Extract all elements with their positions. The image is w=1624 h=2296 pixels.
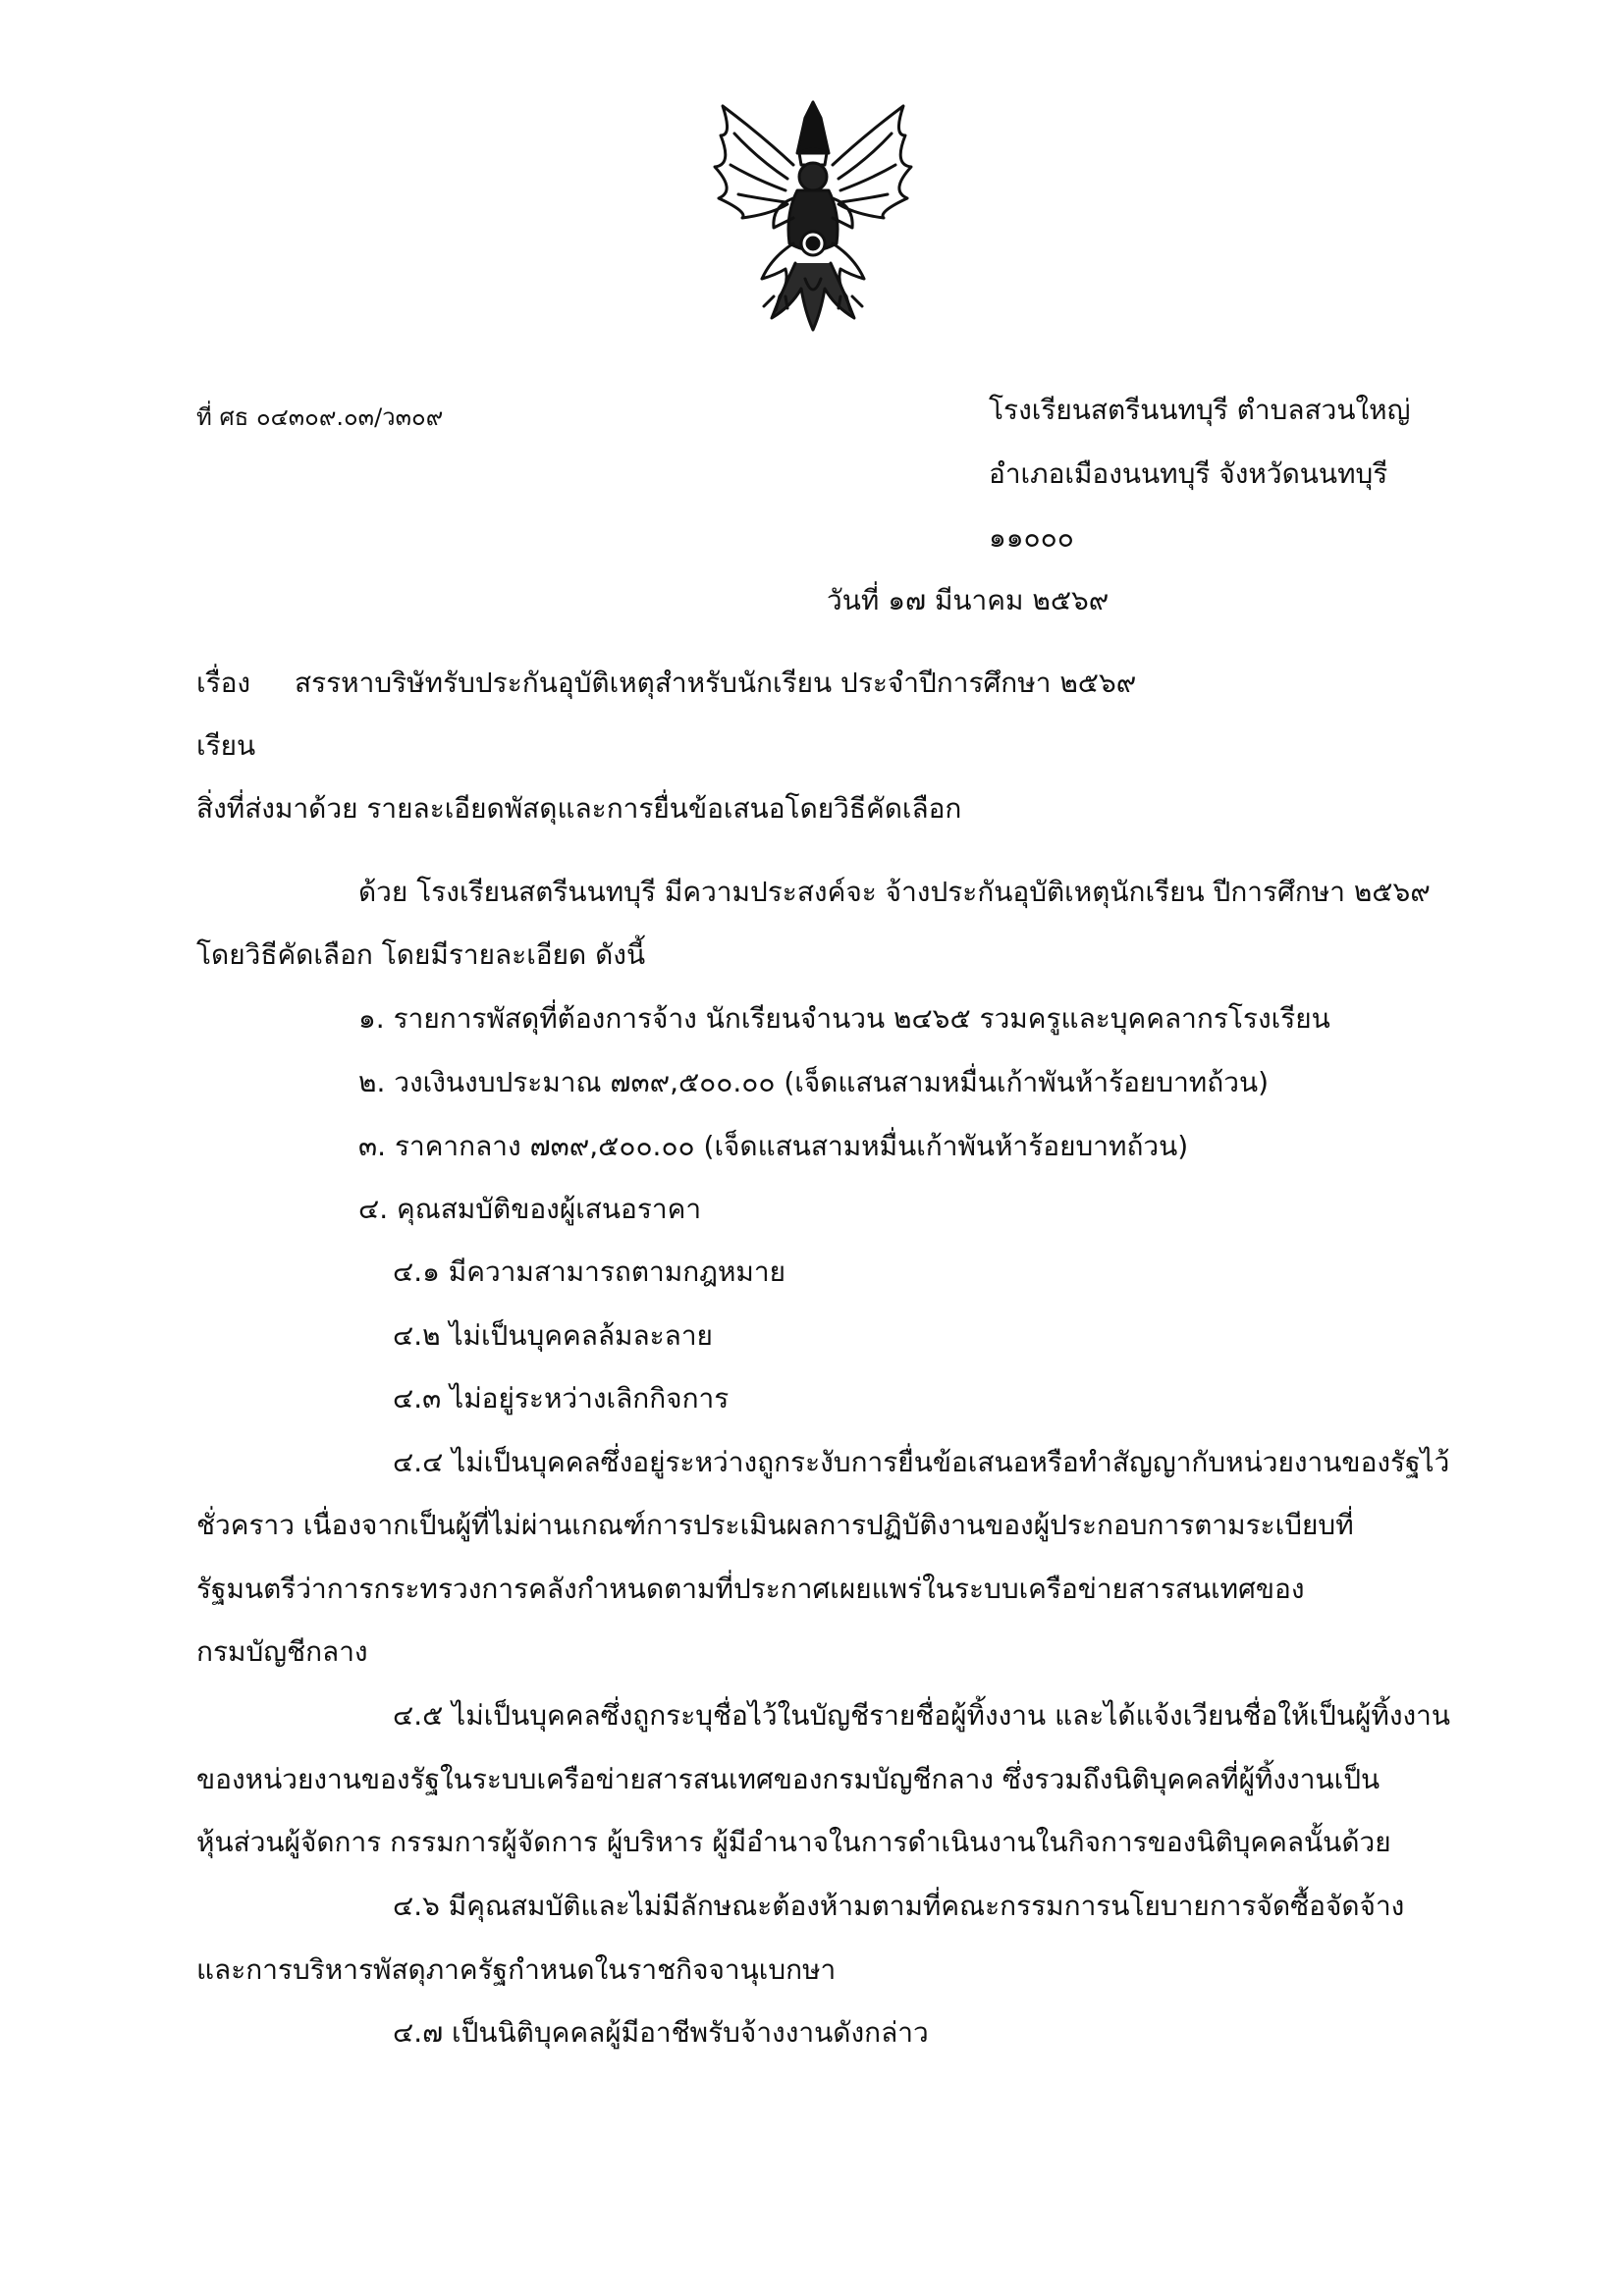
item-3: ๓. ราคากลาง ๗๓๙,๕๐๐.๐๐ (เจ็ดแสนสามหมื่นเก้าพันห้าร้อยบาทถ้วน) xyxy=(358,1130,1189,1162)
recipient-label: เรียน xyxy=(196,729,256,762)
item-2: ๒. วงเงินงบประมาณ ๗๓๙,๕๐๐.๐๐ (เจ็ดแสนสามหมื่นเก้าพันห้าร้อยบาทถ้วน) xyxy=(358,1066,1270,1098)
item-4-4-line-1: ๔.๔ ไม่เป็นบุคคลซึ่งอยู่ระหว่างถูกระงับการยื่นข้อเสนอหรือทำสัญญากับหน่วยงานของรัฐไว้ xyxy=(393,1446,1450,1478)
enclosure-line: สิ่งที่ส่งมาด้วย รายละเอียดพัสดุและการยื่นข้อเสนอโดยวิธีคัดเลือก xyxy=(196,792,962,825)
sender-postcode: ๑๑๐๐๐ xyxy=(989,521,1074,554)
intro-paragraph-line-2: โดยวิธีคัดเลือก โดยมีรายละเอียด ดังนี้ xyxy=(196,938,646,971)
document-date: วันที่ ๑๗ มีนาคม ๒๕๖๙ xyxy=(827,584,1110,616)
item-4-3: ๔.๓ ไม่อยู่ระหว่างเลิกกิจการ xyxy=(393,1382,730,1415)
subject-text: สรรหาบริษัทรับประกันอุบัติเหตุสำหรับนักเรียน ประจำปีการศึกษา ๒๕๖๙ xyxy=(295,667,1137,699)
intro-paragraph-line-1: ด้วย โรงเรียนสตรีนนทบุรี มีความประสงค์จะ จ้างประกันอุบัติเหตุนักเรียน ปีการศึกษา ๒๕๖๙ xyxy=(358,876,1431,908)
subject-label: เรื่อง xyxy=(196,667,251,699)
item-4-4-line-4: กรมบัญชีกลาง xyxy=(196,1635,368,1668)
item-4-4-line-2: ชั่วคราว เนื่องจากเป็นผู้ที่ไม่ผ่านเกณฑ์การประเมินผลการปฏิบัติงานของผู้ประกอบการตามระเบียบที่ xyxy=(196,1509,1354,1541)
item-1: ๑. รายการพัสดุที่ต้องการจ้าง นักเรียนจำนวน ๒๔๖๕ รวมครูและบุคคลากรโรงเรียน xyxy=(358,1002,1330,1035)
item-4-6-line-2: และการบริหารพัสดุภาครัฐกำหนดในราชกิจจานุเบกษา xyxy=(196,1953,837,1986)
reference-number: ที่ ศธ ๐๔๓๐๙.๐๓/ว๓๐๙ xyxy=(196,403,444,431)
sender-address-line-1: โรงเรียนสตรีนนทบุรี ตำบลสวนใหญ่ xyxy=(989,394,1411,426)
item-4-5-line-1: ๔.๕ ไม่เป็นบุคคลซึ่งถูกระบุชื่อไว้ในบัญชีรายชื่อผู้ทิ้งงาน และได้แจ้งเวียนชื่อให้เป็นผู้ทิ้งงาน xyxy=(393,1699,1451,1732)
item-4-6-line-1: ๔.๖ มีคุณสมบัติและไม่มีลักษณะต้องห้ามตามที่คณะกรรมการนโยบายการจัดซื้อจัดจ้าง xyxy=(393,1890,1405,1922)
item-4-5-line-2: ของหน่วยงานของรัฐในระบบเครือข่ายสารสนเทศของกรมบัญชีกลาง ซึ่งรวมถึงนิติบุคคลที่ผู้ทิ้งงานเป็น xyxy=(196,1763,1380,1795)
item-4-7: ๔.๗ เป็นนิติบุคคลผู้มีอาชีพรับจ้างงานดังกล่าว xyxy=(393,2016,929,2049)
item-4-4-line-3: รัฐมนตรีว่าการกระทรวงการคลังกำหนดตามที่ประกาศเผยแพร่ในระบบเครือข่ายสารสนเทศของ xyxy=(196,1573,1305,1605)
item-4: ๔. คุณสมบัติของผู้เสนอราคา xyxy=(358,1193,702,1225)
garuda-emblem-icon xyxy=(703,96,923,336)
item-4-1: ๔.๑ มีความสามารถตามกฎหมาย xyxy=(393,1255,785,1288)
item-4-2: ๔.๒ ไม่เป็นบุคคลล้มละลาย xyxy=(393,1319,713,1352)
item-4-5-line-3: หุ้นส่วนผู้จัดการ กรรมการผู้จัดการ ผู้บริหาร ผู้มีอำนาจในการดำเนินงานในกิจการของนิติบุคคลนั้นด้วย xyxy=(196,1826,1391,1858)
sender-address-line-2: อำเภอเมืองนนทบุรี จังหวัดนนทบุรี xyxy=(989,457,1388,490)
